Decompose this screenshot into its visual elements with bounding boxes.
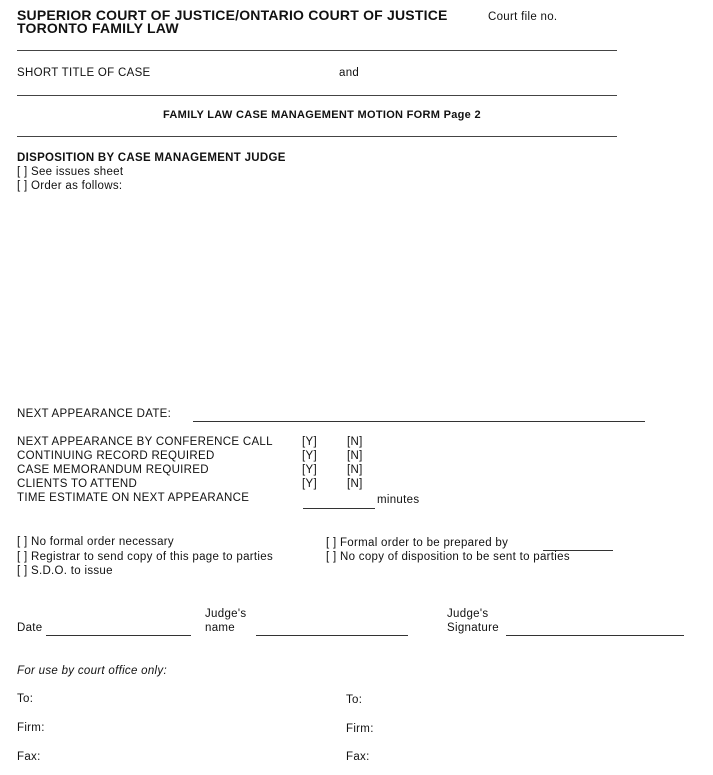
continuing-record-no[interactable]: [N] <box>347 450 363 462</box>
court-name-line2: TORONTO FAMILY LAW <box>17 20 179 36</box>
order-formal-prepared[interactable]: [ ] Formal order to be prepared by <box>326 537 509 549</box>
disposition-option-issues[interactable]: [ ] See issues sheet <box>17 166 124 178</box>
time-estimate-field[interactable] <box>303 508 375 509</box>
order-no-formal[interactable]: [ ] No formal order necessary <box>17 536 174 548</box>
office-left-firm: Firm: <box>17 722 45 734</box>
case-memorandum-no[interactable]: [N] <box>347 464 363 476</box>
office-right-to: To: <box>346 694 363 706</box>
judge-signature-field[interactable] <box>506 635 684 636</box>
judge-signature-label-2: Signature <box>447 622 499 634</box>
office-left-to: To: <box>17 693 34 705</box>
disposition-option-order[interactable]: [ ] Order as follows: <box>17 180 123 192</box>
short-title-and: and <box>339 67 360 79</box>
judge-name-label-1: Judge's <box>205 608 247 620</box>
date-field[interactable] <box>46 635 191 636</box>
disposition-heading: DISPOSITION BY CASE MANAGEMENT JUDGE <box>17 152 286 164</box>
time-estimate-label: TIME ESTIMATE ON NEXT APPEARANCE <box>17 492 250 504</box>
continuing-record-yes[interactable]: [Y] <box>302 450 317 462</box>
short-title-divider <box>17 95 617 96</box>
judge-name-field[interactable] <box>256 635 408 636</box>
office-right-firm: Firm: <box>346 723 374 735</box>
clients-attend-label: CLIENTS TO ATTEND <box>17 478 138 490</box>
minutes-label: minutes <box>377 494 420 506</box>
date-label: Date <box>17 622 43 634</box>
court-office-note: For use by court office only: <box>17 665 167 677</box>
form-title-divider <box>17 136 617 137</box>
court-file-label: Court file no. <box>488 11 558 23</box>
clients-attend-yes[interactable]: [Y] <box>302 478 317 490</box>
form-title <box>163 109 481 121</box>
conference-call-no[interactable]: [N] <box>347 436 363 448</box>
order-sdo-issue[interactable]: [ ] S.D.O. to issue <box>17 565 113 577</box>
form-page: Page 2 <box>443 109 481 121</box>
office-right-fax: Fax: <box>346 751 370 763</box>
judge-signature-label-1: Judge's <box>447 608 489 620</box>
short-title-label: SHORT TITLE OF CASE <box>17 67 151 79</box>
judge-name-label-2: name <box>205 622 235 634</box>
case-memorandum-label: CASE MEMORANDUM REQUIRED <box>17 464 209 476</box>
office-left-fax: Fax: <box>17 751 41 763</box>
conference-call-yes[interactable]: [Y] <box>302 436 317 448</box>
next-appearance-date-field[interactable] <box>193 421 645 422</box>
form-title-text: FAMILY LAW CASE MANAGEMENT MOTION FORM <box>163 109 441 121</box>
case-memorandum-yes[interactable]: [Y] <box>302 464 317 476</box>
clients-attend-no[interactable]: [N] <box>347 478 363 490</box>
order-no-copy[interactable]: [ ] No copy of disposition to be sent to parties <box>326 551 570 563</box>
continuing-record-label: CONTINUING RECORD REQUIRED <box>17 450 215 462</box>
header-divider <box>17 50 617 51</box>
next-appearance-date-label: NEXT APPEARANCE DATE: <box>17 408 172 420</box>
order-registrar-copy[interactable]: [ ] Registrar to send copy of this page to parties <box>17 551 273 563</box>
conference-call-label: NEXT APPEARANCE BY CONFERENCE CALL <box>17 436 273 448</box>
court-name-line1: SUPERIOR COURT OF JUSTICE/ONTARIO COURT OF JUSTICE <box>17 7 448 23</box>
